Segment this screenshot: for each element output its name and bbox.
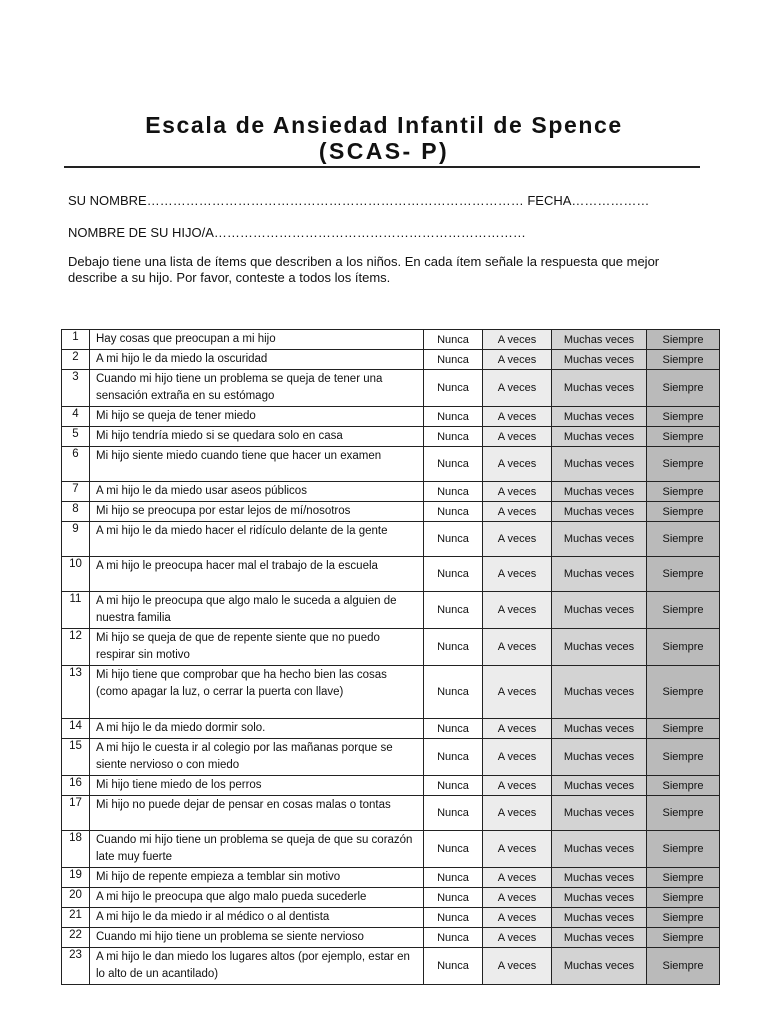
option-nunca[interactable]: Nunca <box>424 407 483 427</box>
option-muchas-veces[interactable]: Muchas veces <box>552 370 647 407</box>
item-number: 4 <box>62 407 90 427</box>
option-muchas-veces[interactable]: Muchas veces <box>552 666 647 719</box>
item-row <box>62 557 720 592</box>
option-siempre[interactable]: Siempre <box>647 948 720 985</box>
item-row <box>62 888 720 908</box>
option-a-veces[interactable]: A veces <box>483 666 552 719</box>
item-number: 3 <box>62 370 90 407</box>
item-number: 10 <box>62 557 90 592</box>
instructions-text: Debajo tiene una lista de ítems que describen a los niños. En cada ítem señale la respuesta que mejor describe a su hijo. Por favor, conteste a todos los ítems. <box>68 254 660 285</box>
option-nunca[interactable]: Nunca <box>424 796 483 831</box>
option-a-veces[interactable]: A veces <box>483 447 552 482</box>
item-row <box>62 629 720 666</box>
option-muchas-veces[interactable]: Muchas veces <box>552 629 647 666</box>
option-muchas-veces[interactable]: Muchas veces <box>552 330 647 350</box>
item-text: Mi hijo se queja de tener miedo <box>90 407 424 427</box>
option-a-veces[interactable]: A veces <box>483 350 552 370</box>
item-row <box>62 370 720 407</box>
item-number: 2 <box>62 350 90 370</box>
item-text: A mi hijo le da miedo usar aseos públicos <box>90 482 424 502</box>
item-number: 13 <box>62 666 90 719</box>
option-muchas-veces[interactable]: Muchas veces <box>552 502 647 522</box>
item-number: 7 <box>62 482 90 502</box>
option-nunca[interactable]: Nunca <box>424 908 483 928</box>
item-text: Mi hijo no puede dejar de pensar en cosas malas o tontas <box>90 796 424 831</box>
option-a-veces[interactable]: A veces <box>483 557 552 592</box>
item-number: 12 <box>62 629 90 666</box>
item-text: Mi hijo se preocupa por estar lejos de mí/nosotros <box>90 502 424 522</box>
item-number: 17 <box>62 796 90 831</box>
option-siempre[interactable]: Siempre <box>647 557 720 592</box>
option-siempre[interactable]: Siempre <box>647 522 720 557</box>
item-number: 6 <box>62 447 90 482</box>
option-nunca[interactable]: Nunca <box>424 776 483 796</box>
option-siempre[interactable]: Siempre <box>647 739 720 776</box>
option-a-veces[interactable]: A veces <box>483 522 552 557</box>
item-text: A mi hijo le da miedo dormir solo. <box>90 719 424 739</box>
item-text: A mi hijo le dan miedo los lugares altos (por ejemplo, estar en lo alto de un acantilado) <box>90 948 424 985</box>
item-number: 8 <box>62 502 90 522</box>
item-row <box>62 739 720 776</box>
option-siempre[interactable]: Siempre <box>647 407 720 427</box>
item-text: Cuando mi hijo tiene un problema se queja de tener una sensación extraña en su estómago <box>90 370 424 407</box>
item-text: Mi hijo de repente empieza a temblar sin motivo <box>90 868 424 888</box>
option-a-veces[interactable]: A veces <box>483 928 552 948</box>
option-a-veces[interactable]: A veces <box>483 868 552 888</box>
item-text: Cuando mi hijo tiene un problema se siente nervioso <box>90 928 424 948</box>
option-a-veces[interactable]: A veces <box>483 908 552 928</box>
item-text: Mi hijo tiene miedo de los perros <box>90 776 424 796</box>
item-number: 15 <box>62 739 90 776</box>
item-row <box>62 908 720 928</box>
item-row <box>62 350 720 370</box>
item-number: 19 <box>62 868 90 888</box>
option-a-veces[interactable]: A veces <box>483 592 552 629</box>
item-row <box>62 776 720 796</box>
option-siempre[interactable]: Siempre <box>647 502 720 522</box>
item-row <box>62 666 720 719</box>
option-muchas-veces[interactable]: Muchas veces <box>552 427 647 447</box>
option-muchas-veces[interactable]: Muchas veces <box>552 719 647 739</box>
item-row <box>62 928 720 948</box>
item-row <box>62 407 720 427</box>
option-muchas-veces[interactable]: Muchas veces <box>552 928 647 948</box>
option-siempre[interactable]: Siempre <box>647 482 720 502</box>
option-a-veces[interactable]: A veces <box>483 831 552 868</box>
item-number: 5 <box>62 427 90 447</box>
option-nunca[interactable]: Nunca <box>424 370 483 407</box>
item-row <box>62 592 720 629</box>
option-siempre[interactable]: Siempre <box>647 831 720 868</box>
option-muchas-veces[interactable]: Muchas veces <box>552 557 647 592</box>
option-nunca[interactable]: Nunca <box>424 427 483 447</box>
option-a-veces[interactable]: A veces <box>483 739 552 776</box>
title-divider <box>64 166 700 168</box>
option-siempre[interactable]: Siempre <box>647 370 720 407</box>
item-text: A mi hijo le da miedo la oscuridad <box>90 350 424 370</box>
option-muchas-veces[interactable]: Muchas veces <box>552 482 647 502</box>
option-siempre[interactable]: Siempre <box>647 796 720 831</box>
option-nunca[interactable]: Nunca <box>424 350 483 370</box>
option-a-veces[interactable]: A veces <box>483 888 552 908</box>
item-number: 16 <box>62 776 90 796</box>
item-row <box>62 482 720 502</box>
item-text: Mi hijo tendría miedo si se quedara solo en casa <box>90 427 424 447</box>
item-number: 21 <box>62 908 90 928</box>
item-text: A mi hijo le da miedo ir al médico o al dentista <box>90 908 424 928</box>
option-a-veces[interactable]: A veces <box>483 719 552 739</box>
item-number: 23 <box>62 948 90 985</box>
option-siempre[interactable]: Siempre <box>647 776 720 796</box>
option-nunca[interactable]: Nunca <box>424 482 483 502</box>
option-a-veces[interactable]: A veces <box>483 948 552 985</box>
option-nunca[interactable]: Nunca <box>424 719 483 739</box>
option-a-veces[interactable]: A veces <box>483 629 552 666</box>
item-number: 20 <box>62 888 90 908</box>
item-row <box>62 719 720 739</box>
form-title: Escala de Ansiedad Infantil de Spence <box>145 112 623 138</box>
item-number: 22 <box>62 928 90 948</box>
option-siempre[interactable]: Siempre <box>647 350 720 370</box>
item-text: A mi hijo le preocupa que algo malo le suceda a alguien de nuestra familia <box>90 592 424 629</box>
item-row <box>62 948 720 985</box>
option-nunca[interactable]: Nunca <box>424 629 483 666</box>
option-nunca[interactable]: Nunca <box>424 948 483 985</box>
option-a-veces[interactable]: A veces <box>483 370 552 407</box>
item-text: A mi hijo le da miedo hacer el ridículo delante de la gente <box>90 522 424 557</box>
item-text: Cuando mi hijo tiene un problema se queja de que su corazón late muy fuerte <box>90 831 424 868</box>
items-table <box>61 329 720 985</box>
option-nunca[interactable]: Nunca <box>424 557 483 592</box>
item-row <box>62 447 720 482</box>
option-siempre[interactable]: Siempre <box>647 330 720 350</box>
option-muchas-veces[interactable]: Muchas veces <box>552 888 647 908</box>
option-nunca[interactable]: Nunca <box>424 868 483 888</box>
item-number: 14 <box>62 719 90 739</box>
item-number: 11 <box>62 592 90 629</box>
option-muchas-veces[interactable]: Muchas veces <box>552 908 647 928</box>
option-siempre[interactable]: Siempre <box>647 427 720 447</box>
item-text: A mi hijo le preocupa hacer mal el trabajo de la escuela <box>90 557 424 592</box>
option-a-veces[interactable]: A veces <box>483 482 552 502</box>
option-siempre[interactable]: Siempre <box>647 888 720 908</box>
option-siempre[interactable]: Siempre <box>647 868 720 888</box>
item-number: 9 <box>62 522 90 557</box>
option-siempre[interactable]: Siempre <box>647 592 720 629</box>
item-number: 1 <box>62 330 90 350</box>
name-date-line: SU NOMBRE…………………………………………………………………………… FECHA……………… <box>68 193 650 208</box>
option-nunca[interactable]: Nunca <box>424 330 483 350</box>
option-nunca[interactable]: Nunca <box>424 502 483 522</box>
option-nunca[interactable]: Nunca <box>424 666 483 719</box>
option-muchas-veces[interactable]: Muchas veces <box>552 739 647 776</box>
option-nunca[interactable]: Nunca <box>424 522 483 557</box>
option-a-veces[interactable]: A veces <box>483 330 552 350</box>
item-text: Hay cosas que preocupan a mi hijo <box>90 330 424 350</box>
option-nunca[interactable]: Nunca <box>424 888 483 908</box>
option-siempre[interactable]: Siempre <box>647 719 720 739</box>
option-nunca[interactable]: Nunca <box>424 447 483 482</box>
child-name-line: NOMBRE DE SU HIJO/A……………………………………………………………… <box>68 225 526 240</box>
option-muchas-veces[interactable]: Muchas veces <box>552 592 647 629</box>
item-row <box>62 868 720 888</box>
item-text: Mi hijo tiene que comprobar que ha hecho bien las cosas (como apagar la luz, o cerrar la puerta con llave) <box>90 666 424 719</box>
item-text: A mi hijo le cuesta ir al colegio por las mañanas porque se siente nervioso o con miedo <box>90 739 424 776</box>
item-row <box>62 831 720 868</box>
item-number: 18 <box>62 831 90 868</box>
item-text: Mi hijo siente miedo cuando tiene que hacer un examen <box>90 447 424 482</box>
option-muchas-veces[interactable]: Muchas veces <box>552 948 647 985</box>
item-row <box>62 427 720 447</box>
option-muchas-veces[interactable]: Muchas veces <box>552 776 647 796</box>
item-row <box>62 796 720 831</box>
option-siempre[interactable]: Siempre <box>647 928 720 948</box>
option-nunca[interactable]: Nunca <box>424 928 483 948</box>
option-siempre[interactable]: Siempre <box>647 629 720 666</box>
option-a-veces[interactable]: A veces <box>483 502 552 522</box>
option-siempre[interactable]: Siempre <box>647 908 720 928</box>
option-muchas-veces[interactable]: Muchas veces <box>552 868 647 888</box>
option-nunca[interactable]: Nunca <box>424 831 483 868</box>
item-row <box>62 330 720 350</box>
option-muchas-veces[interactable]: Muchas veces <box>552 350 647 370</box>
item-text: A mi hijo le preocupa que algo malo pueda sucederle <box>90 888 424 908</box>
option-nunca[interactable]: Nunca <box>424 739 483 776</box>
item-row <box>62 522 720 557</box>
item-row <box>62 502 720 522</box>
option-siempre[interactable]: Siempre <box>647 447 720 482</box>
option-muchas-veces[interactable]: Muchas veces <box>552 796 647 831</box>
form-subtitle: (SCAS- P) <box>318 138 450 164</box>
item-text: Mi hijo se queja de que de repente siente que no puedo respirar sin motivo <box>90 629 424 666</box>
option-nunca[interactable]: Nunca <box>424 592 483 629</box>
option-siempre[interactable]: Siempre <box>647 666 720 719</box>
option-a-veces[interactable]: A veces <box>483 796 552 831</box>
option-a-veces[interactable]: A veces <box>483 407 552 427</box>
option-a-veces[interactable]: A veces <box>483 427 552 447</box>
option-muchas-veces[interactable]: Muchas veces <box>552 407 647 427</box>
option-a-veces[interactable]: A veces <box>483 776 552 796</box>
option-muchas-veces[interactable]: Muchas veces <box>552 522 647 557</box>
option-muchas-veces[interactable]: Muchas veces <box>552 447 647 482</box>
option-muchas-veces[interactable]: Muchas veces <box>552 831 647 868</box>
